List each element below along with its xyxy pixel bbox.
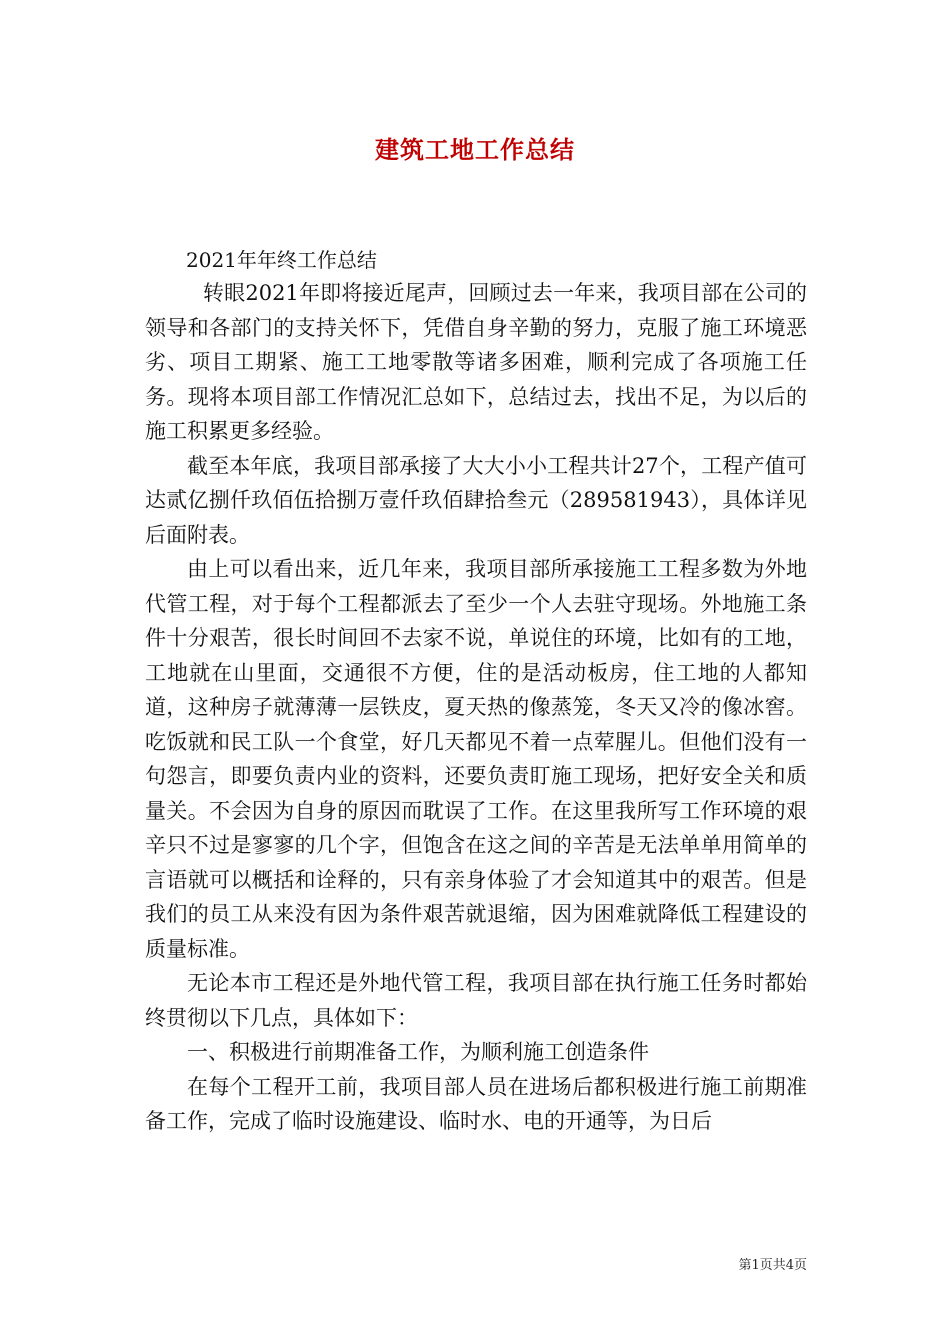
page-number: 第1页共4页 bbox=[738, 1258, 807, 1273]
section-heading-1: 一、积极进行前期准备工作，为顺利施工创造条件 bbox=[187, 1040, 649, 1064]
document-body bbox=[145, 276, 807, 1139]
paragraph-preparation: 在每个工程开工前，我项目部人员在进场后都积极进行施工前期准备工作，完成了临时设施建设、临时水、电的开通等，为日后 bbox=[145, 1074, 807, 1133]
document-title: 建筑工地工作总结 bbox=[375, 135, 575, 164]
document-subtitle: 2021年年终工作总结 bbox=[186, 248, 377, 272]
paragraph-intro: 转眼2021年即将接近尾声，回顾过去一年来，我项目部在公司的领导和各部门的支持关怀下，凭借自身辛勤的努力，克服了施工环境恶劣、项目工期紧、施工工地零散等诸多困难，顺利完成了各项施工任务。现将本项目部工作情况汇总如下，总结过去，找出不足，为以后的施工积累更多经验。 bbox=[145, 281, 807, 443]
paragraph-conditions: 由上可以看出来，近几年来，我项目部所承接施工工程多数为外地代管工程，对于每个工程都派去了至少一个人去驻守现场。外地施工条件十分艰苦，很长时间回不去家不说，单说住的环境，比如有的工地，工地就在山里面，交通很不方便，住的是活动板房，住工地的人都知道，这种房子就薄薄一层铁皮，夏天热的像蒸笼，冬天又冷的像冰窖。吃饭就和民工队一个食堂，好几天都见不着一点荤腥儿。但他们没有一句怨言，即要负责内业的资料，还要负责盯施工现场，把好安全关和质量关。不会因为自身的原因而耽误了工作。在这里我所写工作环境的艰辛只不过是寥寥的几个字，但饱含在这之间的辛苦是无法单单用简单的言语就可以概括和诠释的，只有亲身体验了才会知道其中的艰苦。但是我们的员工从来没有因为条件艰苦就退缩，因为困难就降低工程建设的质量标准。 bbox=[145, 557, 807, 961]
paragraph-principles: 无论本市工程还是外地代管工程，我项目部在执行施工任务时都始终贯彻以下几点，具体如下： bbox=[145, 971, 807, 1030]
paragraph-projects: 截至本年底，我项目部承接了大大小小工程共计27个，工程产值可达贰亿捌仟玖佰伍拾捌万壹仟玖佰肆拾叁元（289581943），具体详见后面附表。 bbox=[145, 453, 807, 547]
